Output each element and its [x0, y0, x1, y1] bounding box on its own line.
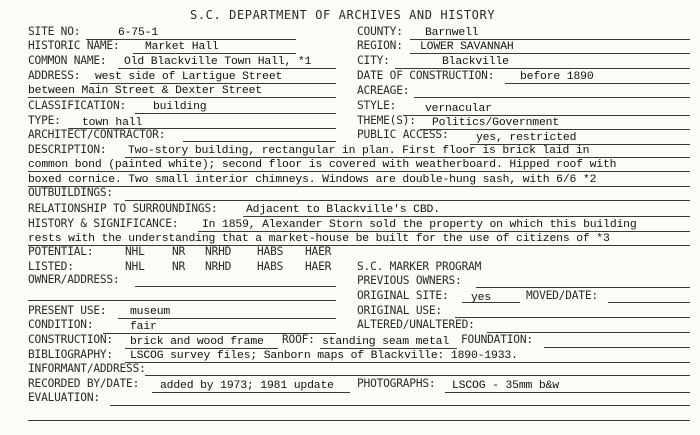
site-no-label: SITE NO:: [28, 25, 81, 38]
evaluation-line-2: [28, 420, 690, 421]
description-line-3: boxed cornice. Two small interior chimneys. Windows are double-hung sash, with 6/6 *2: [28, 174, 597, 186]
owner-line-1: [135, 286, 336, 287]
evaluation-line-1: [110, 405, 690, 406]
roof-label: ROOF:: [282, 333, 315, 346]
type-label: TYPE:: [28, 114, 61, 127]
address-label: ADDRESS:: [28, 69, 81, 82]
county-value: Barnwell: [425, 27, 479, 39]
themes-value: Politics/Government: [432, 117, 560, 129]
potential-nhl: NHL: [125, 245, 145, 258]
potential-habs: HABS: [257, 245, 284, 258]
description-rule-1: [125, 157, 690, 158]
roof-value: standing seam metal: [322, 336, 450, 348]
owner-line-2: [28, 300, 336, 301]
description-rule-2: [28, 171, 690, 172]
bibliography-value: LSCOG survey files; Sanborn maps of Blackville: 1890-1933.: [130, 350, 518, 362]
recorded-label: RECORDED BY/DATE:: [28, 377, 140, 390]
construction-value: brick and wood frame: [130, 336, 264, 348]
date-value: before 1890: [520, 71, 594, 83]
style-line: [403, 115, 690, 116]
style-label: STYLE:: [357, 99, 397, 112]
address-value-1: west side of Lartigue Street: [95, 71, 283, 83]
orig-site-line: [462, 302, 520, 303]
recorded-value: added by 1973; 1981 update: [160, 380, 334, 392]
evaluation-label: EVALUATION:: [28, 391, 100, 404]
region-line: [410, 53, 690, 54]
orig-use-line: [455, 317, 690, 318]
architect-label: ARCHITECT/CONTRACTOR:: [28, 128, 166, 141]
outbuildings-line: [125, 200, 690, 201]
moved-line: [608, 302, 690, 303]
potential-label: POTENTIAL:: [28, 245, 94, 258]
acreage-label: ACREAGE:: [357, 84, 410, 97]
address-line-1: [90, 83, 336, 84]
address-value-2: between Main Street & Dexter Street: [28, 85, 262, 97]
photographs-line: [445, 392, 690, 393]
listed-nr: NR: [172, 260, 186, 273]
classification-value: building: [153, 101, 207, 113]
site-no-value: 6-75-1: [118, 27, 159, 39]
potential-nr: NR: [172, 245, 186, 258]
themes-label: THEME(S):: [357, 114, 416, 127]
potential-nrhd: NRHD: [205, 245, 232, 258]
construction-label: CONSTRUCTION:: [28, 333, 113, 346]
historic-name-label: HISTORIC NAME:: [28, 39, 120, 52]
history-line-2: rests with the understanding that a market-house be built for the use of citizens of *3: [28, 233, 610, 245]
public-access-value: yes, restricted: [476, 132, 577, 144]
history-rule-1: [198, 231, 690, 232]
date-label: DATE OF CONSTRUCTION:: [357, 69, 495, 82]
history-line-1: In 1859, Alexander Storn sold the property on which this building: [202, 219, 637, 231]
orig-site-label: ORIGINAL SITE:: [357, 289, 449, 302]
description-label: DESCRIPTION:: [28, 143, 107, 156]
type-value: town hall: [82, 117, 143, 129]
listed-nhl: NHL: [125, 260, 145, 273]
condition-value: fair: [130, 321, 157, 333]
foundation-label: FOUNDATION:: [461, 333, 533, 346]
region-value: LOWER SAVANNAH: [420, 41, 514, 53]
orig-use-label: ORIGINAL USE:: [357, 304, 442, 317]
bibliography-label: BIBLIOGRAPHY:: [28, 348, 113, 361]
historic-name-value: Market Hall: [145, 41, 219, 53]
common-name-value: Old Blackville Town Hall, *1: [124, 56, 312, 68]
informant-line: [145, 375, 690, 376]
style-value: vernacular: [425, 103, 492, 115]
present-use-label: PRESENT USE:: [28, 304, 107, 317]
history-label: HISTORY & SIGNIFICANCE:: [28, 217, 179, 230]
listed-nrhd: NRHD: [205, 260, 232, 273]
listed-habs: HABS: [257, 260, 284, 273]
common-name-line: [118, 68, 336, 69]
recorded-line: [152, 392, 350, 393]
outbuildings-label: OUTBUILDINGS:: [28, 186, 113, 199]
roof-line: [320, 348, 457, 349]
city-label: CITY:: [357, 54, 390, 67]
marker-program-label: S.C. MARKER PROGRAM: [357, 260, 482, 273]
condition-label: CONDITION:: [28, 318, 94, 331]
common-name-label: COMMON NAME:: [28, 54, 107, 67]
prev-owners-line: [476, 287, 690, 288]
address-line-2: [28, 97, 336, 98]
altered-label: ALTERED/UNALTERED:: [357, 318, 475, 331]
description-line-1: Two-story building, rectangular in plan. First floor is brick laid in: [128, 145, 590, 157]
description-line-2: common bond (painted white); second floor is covered with weatherboard. Hipped roof with: [28, 159, 617, 171]
classification-label: CLASSIFICATION:: [28, 99, 127, 112]
orig-site-value: yes: [471, 292, 492, 304]
prev-owners-label: PREVIOUS OWNERS:: [357, 274, 462, 287]
historic-name-line: [133, 53, 296, 54]
listed-label: LISTED:: [28, 260, 74, 273]
acreage-line: [414, 97, 690, 98]
description-rule-3: [28, 186, 690, 187]
photographs-value: LSCOG - 35mm b&w: [452, 380, 559, 392]
relationship-value: Adjacent to Blackville's CBD.: [246, 204, 440, 216]
construction-line: [125, 348, 278, 349]
themes-line: [420, 129, 690, 130]
county-label: COUNTY:: [357, 25, 403, 38]
bibliography-line: [125, 362, 690, 363]
card-title: S.C. DEPARTMENT OF ARCHIVES AND HISTORY: [190, 8, 496, 22]
listed-haer: HAER: [305, 260, 332, 273]
informant-label: INFORMANT/ADDRESS:: [28, 362, 146, 375]
public-access-label: PUBLIC ACCESS:: [357, 128, 449, 141]
region-label: REGION:: [357, 39, 403, 52]
present-use-line: [118, 318, 336, 319]
architect-line: [183, 141, 336, 142]
classification-line: [135, 113, 336, 114]
owner-label: OWNER/ADDRESS:: [28, 273, 120, 286]
potential-haer: HAER: [305, 245, 332, 258]
photographs-label: PHOTOGRAPHS:: [357, 377, 436, 390]
date-line: [505, 83, 690, 84]
present-use-value: museum: [130, 306, 171, 318]
relationship-line: [243, 216, 690, 217]
foundation-line: [544, 347, 690, 348]
moved-label: MOVED/DATE:: [526, 289, 598, 302]
county-line: [410, 39, 690, 40]
city-value: Blackville: [442, 56, 509, 68]
relationship-label: RELATIONSHIP TO SURROUNDINGS:: [28, 202, 218, 215]
